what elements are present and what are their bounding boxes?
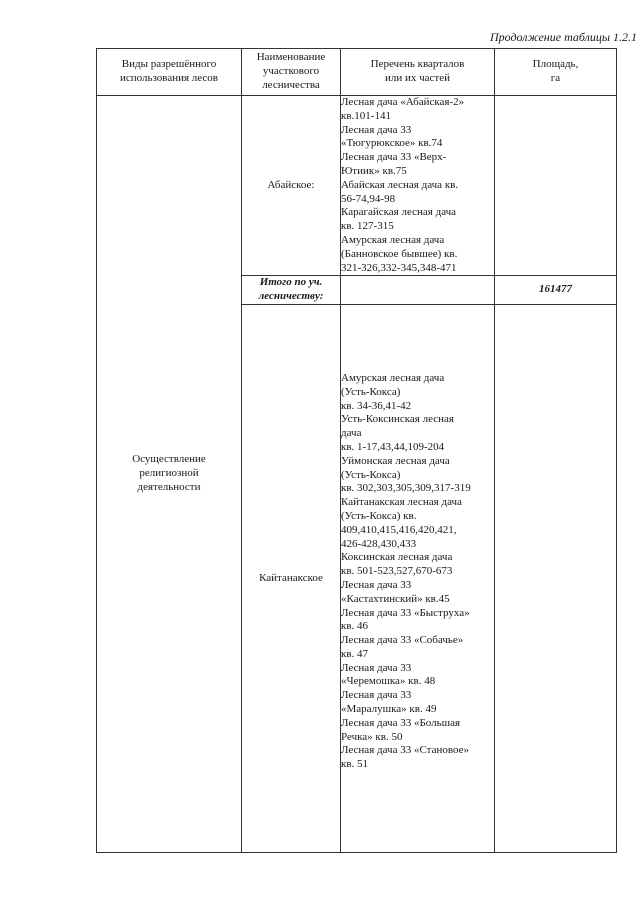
quarter-line: 409,410,415,416,420,421, — [341, 523, 457, 536]
cell-quarters-kaitanakskoe — [341, 304, 495, 852]
quarter-line: (Усть-Кокса) — [341, 385, 401, 398]
header-quarters: Перечень кварталов или их частей — [341, 49, 495, 96]
quarter-line: Уймонская лесная дача — [341, 454, 450, 467]
quarter-line: кв. 46 — [341, 620, 369, 633]
cell-area-abayskoe — [495, 96, 617, 276]
table-header-row — [97, 49, 617, 96]
quarter-list-kaitanakskoe — [341, 372, 494, 772]
cell-subtotal-empty — [341, 276, 495, 305]
quarter-line: Абайская лесная дача кв. — [341, 178, 459, 191]
quarter-line: (Усть-Кокса) — [341, 468, 401, 481]
quarter-line: кв. 47 — [341, 647, 369, 660]
cell-kind: Осуществление религиозной деятельности — [97, 96, 242, 853]
quarter-line: Лесная дача 33 — [341, 689, 412, 702]
table-continuation-caption: Продолжение таблицы 1.2.1 — [489, 30, 637, 44]
header-district: Наименование участкового лесничества — [242, 49, 341, 96]
quarter-line: кв. 127-315 — [341, 220, 394, 233]
quarter-line: Амурская лесная дача — [341, 233, 445, 246]
quarter-line: (Усть-Кокса) кв. — [341, 509, 417, 522]
quarter-line: Лесная дача «Абайская-2» — [341, 96, 465, 108]
cell-quarters-abayskoe — [341, 96, 495, 276]
quarter-line: Лесная дача 33 — [341, 578, 412, 591]
quarter-line: «Маралушка» кв. 49 — [341, 703, 437, 716]
quarter-line: кв. 34-36,41-42 — [341, 399, 412, 412]
quarter-line: Речка» кв. 50 — [341, 730, 403, 743]
cell-district-abayskoe: Абайское: — [242, 96, 341, 276]
quarter-line: Ютиик» кв.75 — [341, 164, 407, 177]
quarter-line: 321-326,332-345,348-471 — [341, 261, 457, 274]
quarter-line: «Кастахтинский» кв.45 — [341, 592, 450, 605]
quarter-line: Усть-Коксинская лесная — [341, 413, 454, 426]
quarter-line: кв. 501-523,527,670-673 — [341, 565, 453, 578]
quarter-line: кв.101-141 — [341, 109, 391, 122]
quarter-line: Коксинская лесная дача — [341, 551, 453, 564]
quarter-line: дача — [341, 427, 362, 440]
quarter-line: Амурская лесная дача — [341, 371, 445, 384]
cell-district-kaitanakskoe: Кайтанакское — [242, 304, 341, 852]
quarter-line: «Черемошка» кв. 48 — [341, 675, 436, 688]
quarter-line: Лесная дача 33 — [341, 661, 412, 674]
quarter-line: (Банновское бывшее) кв. — [341, 247, 458, 260]
quarter-line: «Тюгурюкское» кв.74 — [341, 137, 443, 150]
quarter-line: Лесная дача 33 «Становое» — [341, 744, 469, 757]
quarter-line: 426-428,430,433 — [341, 537, 417, 550]
cell-subtotal-label: Итого по уч. лесничеству: — [242, 276, 341, 305]
quarter-line: 56-74,94-98 — [341, 192, 396, 205]
quarter-line: кв. 302,303,305,309,317-319 — [341, 482, 471, 495]
cell-subtotal-value: 161477 — [495, 276, 617, 305]
quarter-line: кв. 51 — [341, 758, 369, 771]
header-area: Площадь, га — [495, 49, 617, 96]
quarter-line: Карагайская лесная дача — [341, 206, 457, 219]
header-kind: Виды разрешённого использования лесов — [97, 49, 242, 96]
row-abayskoe — [97, 96, 617, 276]
quarter-line: Кайтанакская лесная дача — [341, 496, 462, 509]
cell-area-kaitanakskoe — [495, 304, 617, 852]
quarter-line: Лесная дача 33 «Верх- — [341, 151, 447, 164]
quarter-line: Лесная дача 33 «Собачье» — [341, 634, 464, 647]
quarter-line: Лесная дача 33 «Быструха» — [341, 606, 470, 619]
quarter-line: Лесная дача 33 «Большая — [341, 716, 461, 729]
quarter-list-abayskoe — [341, 96, 494, 275]
quarter-line: кв. 1-17,43,44,109-204 — [341, 440, 445, 453]
quarter-line: Лесная дача 33 — [341, 123, 412, 136]
forest-use-table — [96, 48, 617, 853]
